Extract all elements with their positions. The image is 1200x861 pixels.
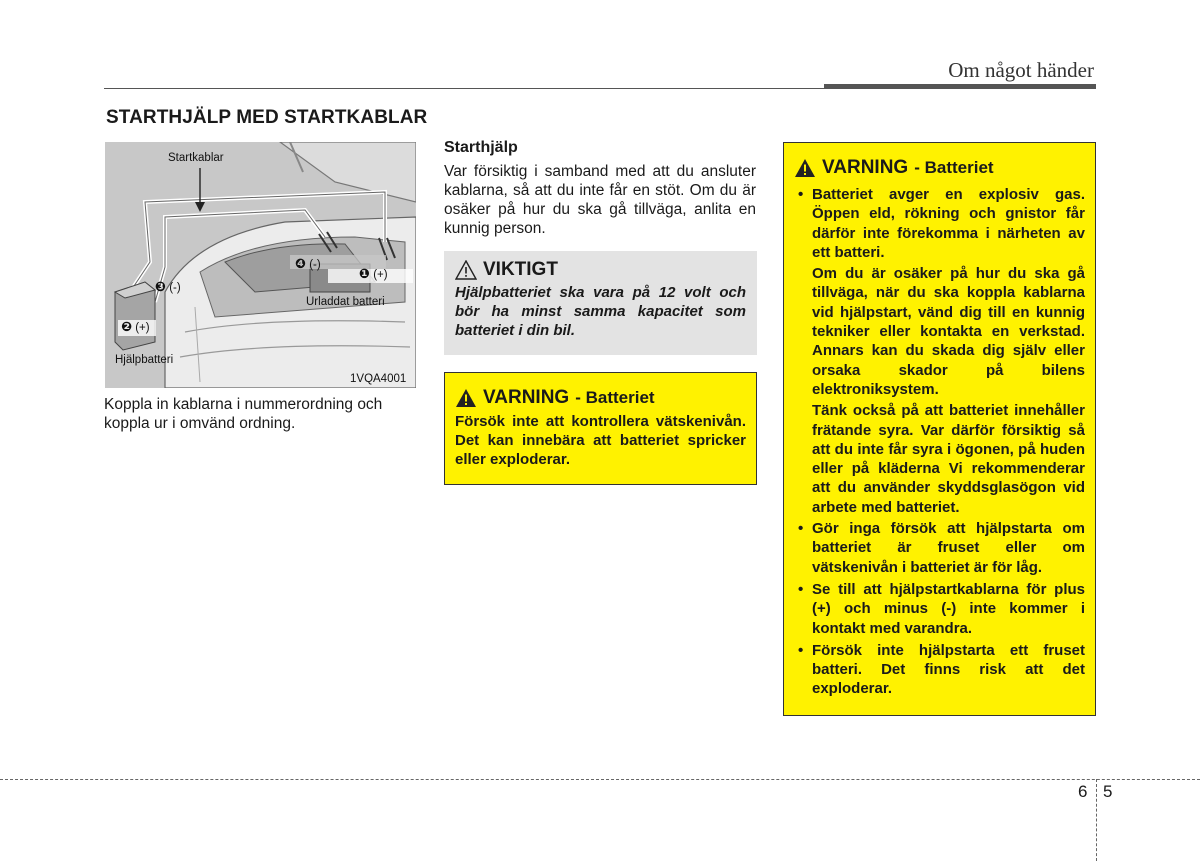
step-3-marker xyxy=(155,279,181,295)
warning-small-title-row xyxy=(455,387,746,409)
step-4-sign: (-) xyxy=(309,259,321,271)
step-1-number: ❶ xyxy=(359,266,371,281)
step-2-sign: (+) xyxy=(135,322,150,334)
warning-small-title: VARNING xyxy=(483,387,570,408)
warning-large-subtitle: - Batteriet xyxy=(914,158,994,177)
section-title: STARTHJÄLP MED STARTKABLAR xyxy=(106,107,428,128)
warning-item-1-continued-2: Tänk också på att batteriet innehåller frätande syra. Var därför försiktig så att du inte får syra i ögonen, på huden eller på kläderna Vi rekommenderar att du använder skyddsglasögon vid arbete med batteriet. xyxy=(812,402,1085,516)
step-3-number: ❸ xyxy=(155,279,167,294)
warning-item-3-text: Se till att hjälpstartkablarna för plus (+) och minus (-) inte kommer i kontakt med varandra. xyxy=(812,580,1085,637)
caution-triangle-icon xyxy=(455,260,477,280)
step-3-sign: (-) xyxy=(169,282,181,294)
warning-large-title-row xyxy=(794,157,1085,179)
warning-triangle-icon xyxy=(794,158,816,178)
page-number: 5 xyxy=(1103,782,1113,801)
jump-start-heading: Starthjälp xyxy=(444,139,518,156)
jump-start-illustration xyxy=(105,142,416,388)
step-2-number: ❷ xyxy=(121,319,133,334)
header-rule xyxy=(104,88,824,89)
page-chapter-number: 6 xyxy=(1078,782,1088,801)
battery-warning-small xyxy=(444,372,757,485)
warning-small-text: Försök inte att kontrollera vätskenivån. Det kan innebära att batteriet spricker eller exploderar. xyxy=(455,413,746,468)
important-notice xyxy=(444,251,757,355)
important-title: VIKTIGT xyxy=(483,259,558,280)
jump-start-body: Var försiktig i samband med att du ansluter kablarna, så att du inte får en stöt. Om du är osäker på hur du ska gå tillväga, anlita en kunnig person. xyxy=(444,163,756,237)
car-trunk-drawing xyxy=(105,142,416,388)
warning-item-2-text: Gör inga försök att hjälpstarta om batteriet är fruset eller om vätskenivån i batteriet är för låg. xyxy=(812,520,1085,576)
warning-item-1-continued-1: Om du är osäker på hur du ska gå tillväga, när du ska koppla kablarna vid hjälpstart, vänd dig till en kunnig tekniker eller kontakta en verkstad. Annars kan du skada dig själv eller orsaka skador på bilens elektroniksystem. xyxy=(812,265,1085,398)
warning-large-title: VARNING xyxy=(822,157,909,178)
label-cables: Startkablar xyxy=(168,152,224,164)
label-helper-battery: Hjälpbatteri xyxy=(115,354,174,366)
warning-list-continued xyxy=(794,519,1085,699)
step-4-marker xyxy=(295,256,321,272)
label-dead-battery: Urladdat batteri xyxy=(306,296,385,308)
warning-small-subtitle: - Batteriet xyxy=(575,388,655,407)
footer-rule xyxy=(0,779,1200,780)
warning-item-1 xyxy=(794,185,1085,262)
footer-divider xyxy=(1096,779,1097,861)
step-1-marker xyxy=(359,266,388,282)
important-title-row xyxy=(455,259,746,281)
warning-list xyxy=(794,185,1085,262)
chapter-title: Om något händer xyxy=(948,58,1094,82)
warning-item-4 xyxy=(794,641,1085,699)
warning-triangle-icon xyxy=(455,388,477,408)
important-text: Hjälpbatteriet ska vara på 12 volt och bör ha minst samma kapacitet som batteriet i din bil. xyxy=(455,284,746,339)
label-figure-code: 1VQA4001 xyxy=(350,373,407,385)
warning-item-3 xyxy=(794,580,1085,638)
warning-item-1-text: Batteriet avger en explosiv gas. Öppen eld, rökning och gnistor får därför inte förekomma i närheten av ett batteri. xyxy=(812,186,1085,261)
battery-warning-large xyxy=(783,142,1096,716)
warning-item-4-text: Försök inte hjälpstarta ett fruset batteri. Det finns risk att det exploderar. xyxy=(812,641,1085,698)
step-2-marker xyxy=(121,319,150,335)
header-rule-accent xyxy=(824,84,1096,89)
warning-item-2 xyxy=(794,519,1085,577)
step-1-sign: (+) xyxy=(373,269,388,281)
illustration-caption: Koppla in kablarna i nummerordning och koppla ur i omvänd ordning. xyxy=(104,396,383,432)
step-4-number: ❹ xyxy=(295,256,307,271)
